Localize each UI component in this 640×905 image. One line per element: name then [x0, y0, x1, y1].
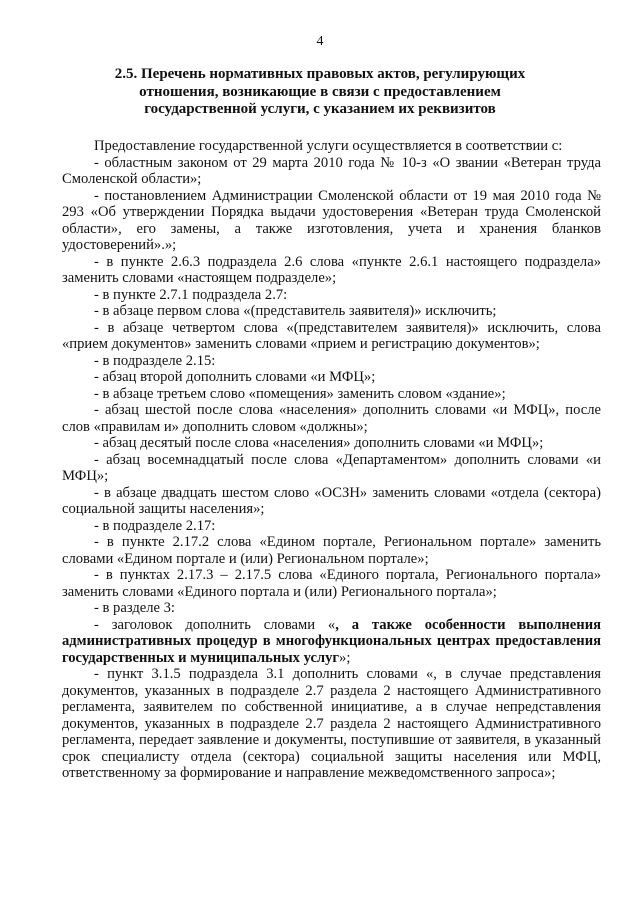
- paragraph: - абзац десятый после слова «населения» дополнить словами «и МФЦ»;: [94, 435, 544, 451]
- paragraph: - в абзаце двадцать шестом слово «ОСЗН» заменить словами «отдела (сектора) социальной защиты населения»;: [62, 484, 601, 517]
- paragraph: - в пункте 2.17.2 слова «Едином портале, Региональном портале» заменить словами «Едином портале и (или) Региональном портале»;: [62, 534, 601, 567]
- paragraph: - в абзаце третьем слово «помещения» заменить словом «здание»;: [94, 385, 506, 402]
- paragraph: - в абзаце четвертом слова «(представителем заявителя)» исключить, слова «прием документов» заменить словами «прием и регистрацию документов»;: [62, 319, 601, 352]
- document-body: [62, 138, 601, 782]
- paragraph: - в подразделе 2.17:: [94, 517, 216, 534]
- paragraph: - постановлением Администрации Смоленской области от 19 мая 2010 года № 293 «Об утверждении Порядка выдачи удостоверения «Ветеран труда Смоленской области», его замены, а также изготовления, учета и хранения бланков удостоверений».»;: [62, 187, 601, 253]
- paragraph: - областным законом от 29 марта 2010 года № 10-з «О звании «Ветеран труда Смоленской области»;: [62, 154, 601, 187]
- page-number: 4: [316, 34, 324, 49]
- paragraph: - в пункте 2.6.3 подраздела 2.6 слова «пункте 2.6.1 настоящего подраздела» заменить словами «настоящем подразделе»;: [62, 253, 601, 286]
- paragraph: - в разделе 3:: [94, 600, 175, 616]
- amendment-bold-text: , а также особенности выполнения административных процедур в многофункциональных центрах предоставления государственных и муниципальных услуг: [62, 616, 601, 666]
- amendment-prefix: - заголовок дополнить словами «: [94, 616, 336, 633]
- paragraph: - в абзаце первом слова «(представитель заявителя)» исключить;: [94, 303, 497, 319]
- paragraph: - абзац второй дополнить словами «и МФЦ»;: [94, 369, 376, 385]
- paragraph: - в пункте 2.7.1 подраздела 2.7:: [94, 286, 288, 303]
- paragraph: - абзац восемнадцатый после слова «Департаментом» дополнить словами «и МФЦ»;: [62, 451, 601, 484]
- paragraph-intro: Предоставление государственной услуги осуществляется в соответствии с:: [94, 138, 563, 154]
- section-heading: 2.5. Перечень нормативных правовых актов, регулирующих отношения, возникающие в связи с предоставлением государственной услуги, с указанием их реквизитов: [114, 66, 526, 117]
- amendment-suffix: »;: [339, 649, 351, 666]
- paragraph: - в подразделе 2.15:: [94, 352, 216, 369]
- paragraph: - пункт 3.1.5 подраздела 3.1 дополнить словами «, в случае представления документов, указанных в подразделе 2.7 раздела 2 настоящего Административного регламента, заявителем по собственной инициативе, а в случае непредставления документов, указанных в подразделе 2.7 раздела 2 настоящего Административного регламента, передает заявление и документы, поступившие от заявителя, в указанный срок специалисту отдела (сектора) социальной защиты населения или МФЦ, ответственному за формирование и направление межведомственного запроса»;: [62, 666, 601, 781]
- paragraph: - в пунктах 2.17.3 – 2.17.5 слова «Единого портала, Регионального портала» заменить словами «Единого портала и (или) Регионального портала»;: [62, 567, 601, 600]
- paragraph-heading-amendment: [62, 617, 601, 667]
- paragraph: - абзац шестой после слова «населения» дополнить словами «и МФЦ», после слов «правилам и» дополнить словом «должны»;: [62, 402, 601, 435]
